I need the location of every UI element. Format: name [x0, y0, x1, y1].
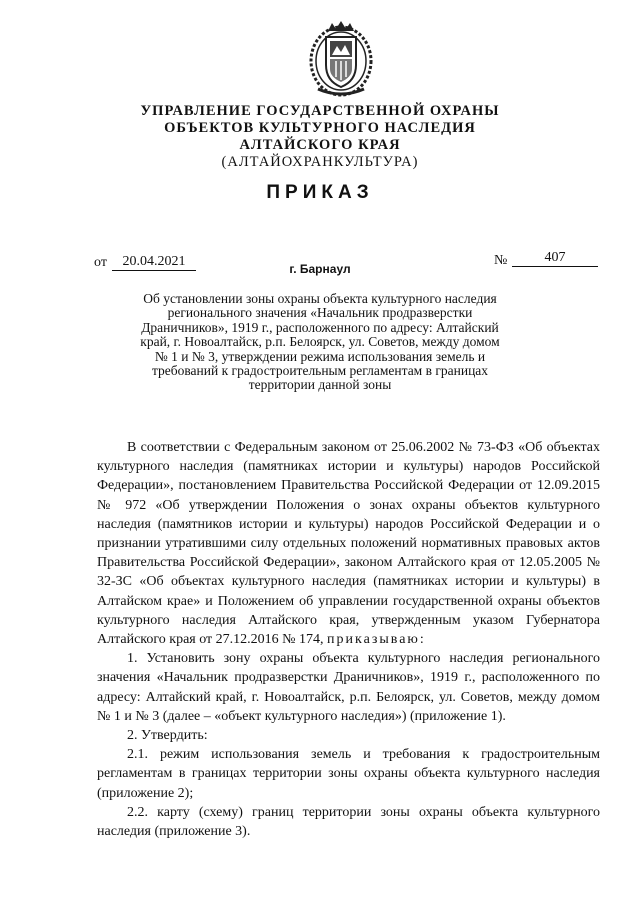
org-abbreviation: (АЛТАЙОХРАНКУЛЬТУРА)	[221, 154, 419, 170]
coat-of-arms-emblem	[306, 19, 376, 99]
order-word: приказываю:	[327, 632, 426, 648]
order-body	[97, 438, 600, 841]
order-number: 407	[512, 250, 598, 267]
org-name-line-3: АЛТАЙСКОГО КРАЯ	[239, 137, 401, 153]
clause-2-2: 2.2. карту (схему) границ территории зоны охраны объекта культурного наследия (приложение 3).	[97, 804, 600, 840]
clause-2: 2. Утвердить:	[127, 728, 208, 744]
preamble-text: В соответствии с Федеральным законом от 25.06.2002 № 73-ФЗ «Об объектах культурного наследия (памятниках истории и культуры) народов Российской Федерации», постановлением Правительства Российской Федерации от 12.09.2015 № 972 «Об утверждении Положения о зонах охраны объектов культурного наследия (памятников истории и культуры) народов Российской Федерации и о признании утратившими силу отдельных положений нормативных правовых актов Правительства Российской Федерации», законом Алтайского края от 12.05.2005 № 32-ЗС «Об объектах культурного наследия (памятниках истории и культуры) в Алтайском крае» и Положением об управлении государственной охраны объектов культурного наследия Алтайского края, утвержденным указом Губернатора Алтайского края от 27.12.2016 № 174,	[97, 440, 600, 648]
city-name: г. Барнаул	[289, 262, 351, 276]
org-name-line-2: ОБЪЕКТОВ КУЛЬТУРНОГО НАСЛЕДИЯ	[164, 120, 476, 136]
number-label: №	[494, 253, 508, 268]
date-label: от	[94, 255, 107, 270]
clause-2-1: 2.1. режим использования земель и требования к градостроительным регламентам в границах территории зоны охраны объекта культурного наследия (приложение 2);	[97, 747, 600, 801]
clause-1: 1. Установить зону охраны объекта культурного наследия регионального значения «Начальник продразверстки Драничников», 1919 г., расположенного по адресу: Алтайский край, г. Новоалтайск, р.п. Белоярск, ул. Советов, между домом № 1 и № 3 (далее – «объект культурного наследия») (приложение 1).	[97, 651, 600, 724]
org-name-line-1: УПРАВЛЕНИЕ ГОСУДАРСТВЕННОЙ ОХРАНЫ	[140, 103, 500, 119]
order-subject: Об установлении зоны охраны объекта культурного наследия регионального значения «Начальник продразверстки Драничников», 1919 г., расположенного по адресу: Алтайский край, г. Новоалтайск, р.п. Белоярск, ул. Советов, между домом № 1 и № 3, утверждении режима использования земель и требований к градостроительным регламентам в границах территории данной зоны	[140, 291, 500, 393]
document-type-title: ПРИКАЗ	[266, 182, 374, 203]
preamble-paragraph	[97, 438, 600, 649]
order-date: 20.04.2021	[112, 254, 196, 271]
